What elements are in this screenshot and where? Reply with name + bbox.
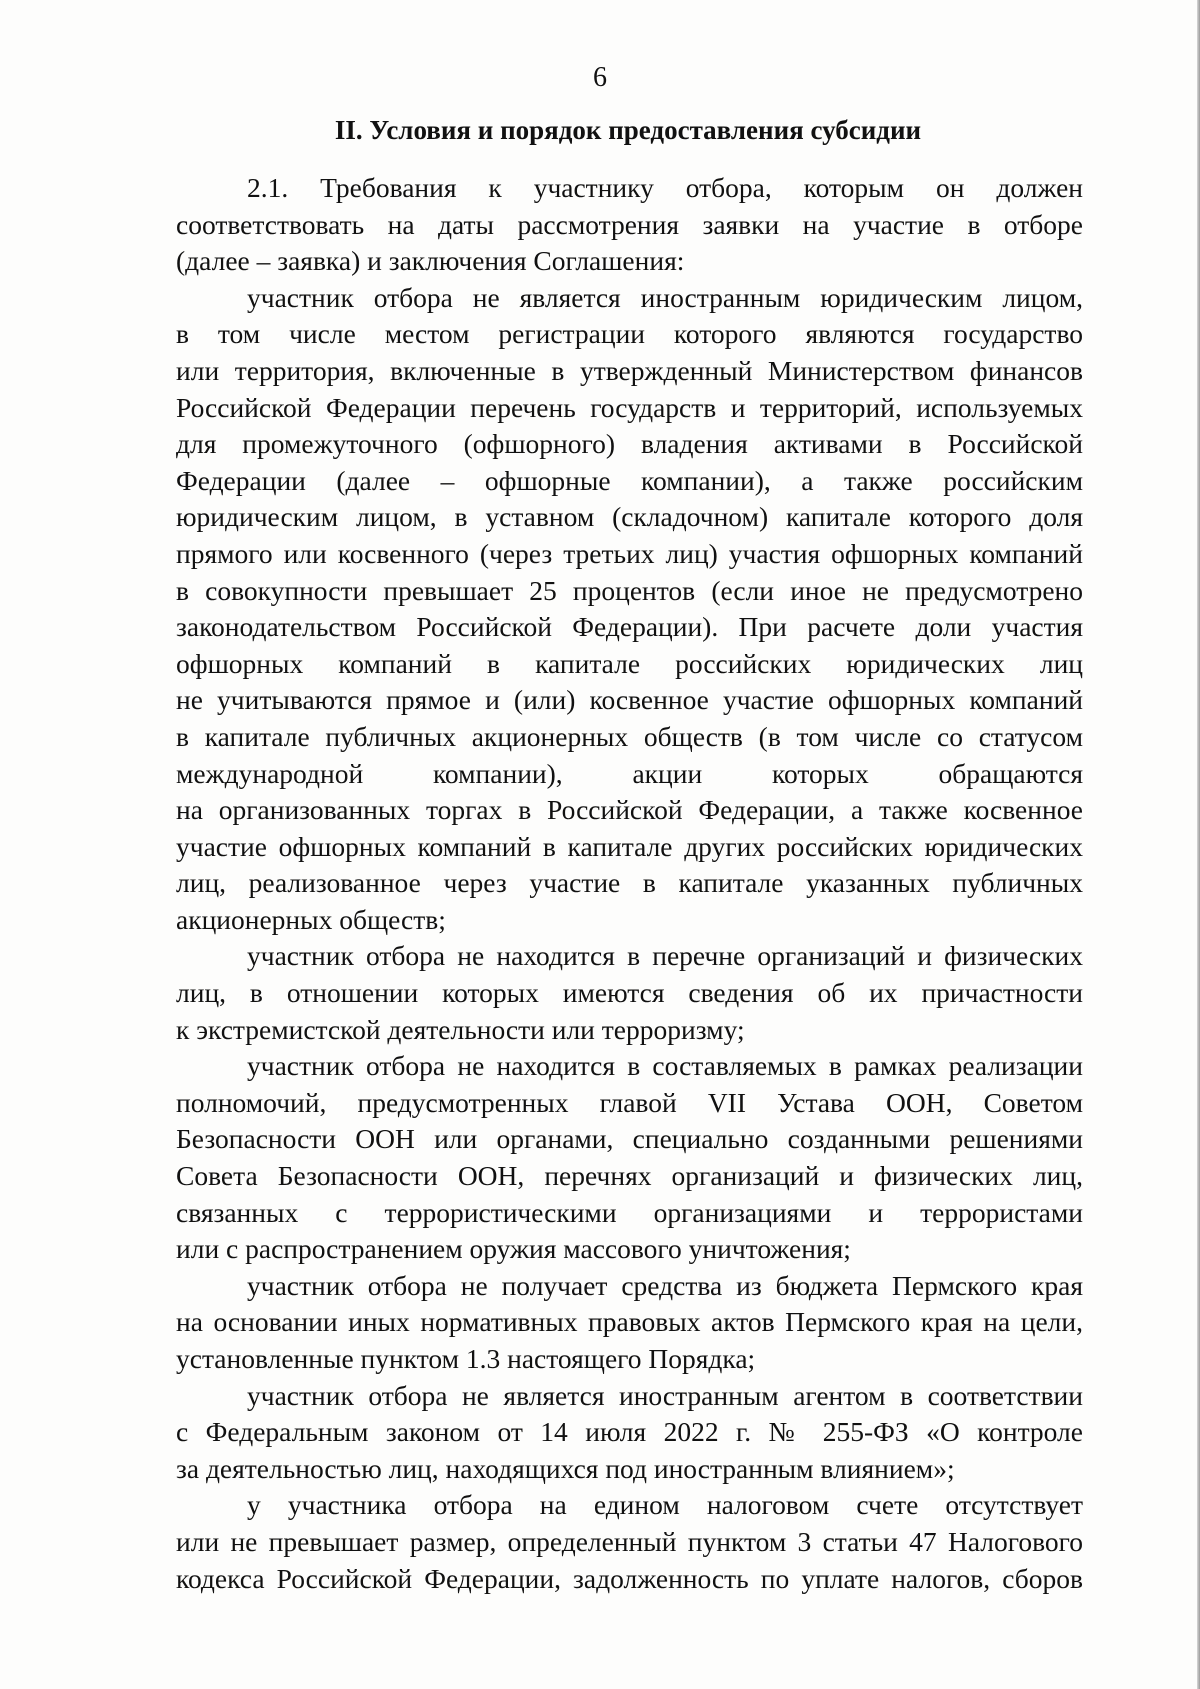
text-line: акционерных обществ; (176, 903, 446, 935)
text-line: в совокупности превышает 25 процентов (если иное не предусмотрено (176, 574, 1083, 606)
text-line: соответствовать на даты рассмотрения заявки на участие в отборе (176, 208, 1083, 240)
section-title: II. Условия и порядок предоставления субсидии (334, 115, 922, 145)
paragraph (176, 938, 1083, 1048)
text-line: участник отбора не является иностранным юридическим лицом, (247, 281, 1083, 313)
text-line: участник отбора не является иностранным агентом в соответствии (247, 1379, 1083, 1411)
text-line: у участника отбора на едином налоговом счете отсутствует (247, 1489, 1083, 1521)
text-line: за деятельностью лиц, находящихся под иностранным влиянием»; (176, 1452, 955, 1484)
text-line: законодательством Российской Федерации). При расчете доли участия (176, 611, 1083, 643)
paragraph (176, 280, 1083, 939)
paragraph (176, 1487, 1083, 1597)
paragraph (176, 170, 1083, 280)
text-line: с Федеральным законом от 14 июля 2022 г. № 255-ФЗ «О контроле (176, 1416, 1083, 1448)
text-line: Российской Федерации перечень государств и территорий, используемых (176, 391, 1083, 423)
text-line: Совета Безопасности ООН, перечнях организаций и физических лиц, (176, 1160, 1083, 1192)
text-line: участник отбора не получает средства из бюджета Пермского края (247, 1269, 1083, 1301)
text-line: (далее – заявка) и заключения Соглашения: (176, 245, 685, 277)
text-line: участник отбора не находится в перечне организаций и физических (247, 940, 1083, 972)
text-line: лиц, реализованное через участие в капитале указанных публичных (176, 867, 1083, 899)
text-line: прямого или косвенного (через третьих лиц) участия офшорных компаний (176, 537, 1083, 569)
text-line: международной компании), акции которых обращаются (176, 757, 1083, 789)
text-line: полномочий, предусмотренных главой VII Устава ООН, Советом (176, 1086, 1083, 1118)
text-line: на организованных торгах в Российской Федерации, а также косвенное (176, 794, 1083, 826)
text-line: участник отбора не находится в составляемых в рамках реализации (247, 1050, 1083, 1082)
text-line: к экстремистской деятельности или терроризму; (176, 1013, 745, 1045)
text-line: связанных с террористическими организациями и террористами (176, 1196, 1083, 1228)
text-line: или территория, включенные в утвержденный Министерством финансов (176, 354, 1083, 386)
text-line: или не превышает размер, определенный пунктом 3 статьи 47 Налогового (176, 1525, 1083, 1557)
text-line: на основании иных нормативных правовых актов Пермского края на цели, (176, 1306, 1083, 1338)
text-line: кодекса Российской Федерации, задолженность по уплате налогов, сборов (176, 1562, 1083, 1594)
text-line: Федерации (далее – офшорные компании), а также российским (176, 464, 1083, 496)
document-body (176, 170, 1083, 1597)
text-line: Безопасности ООН или органами, специально созданными решениями (176, 1123, 1083, 1155)
text-line: лиц, в отношении которых имеются сведения об их причастности (176, 977, 1083, 1009)
text-line: участие офшорных компаний в капитале других российских юридических (176, 830, 1083, 862)
text-line: юридическим лицом, в уставном (складочном) капитале которого доля (176, 501, 1083, 533)
text-line: в капитале публичных акционерных обществ (в том числе со статусом (176, 720, 1083, 752)
paragraph (176, 1268, 1083, 1378)
page-number: 6 (593, 62, 607, 93)
text-line: или с распространением оружия массового уничтожения; (176, 1233, 851, 1265)
paragraph (176, 1378, 1083, 1488)
text-line: в том числе местом регистрации которого являются государство (176, 318, 1083, 350)
text-line: офшорных компаний в капитале российских юридических лиц (176, 647, 1083, 679)
text-line: для промежуточного (офшорного) владения активами в Российской (176, 428, 1083, 460)
paragraph (176, 1048, 1083, 1268)
text-line: не учитываются прямое и (или) косвенное участие офшорных компаний (176, 684, 1083, 716)
text-line: установленные пунктом 1.3 настоящего Порядка; (176, 1343, 756, 1374)
text-line: 2.1. Требования к участнику отбора, которым он должен (247, 172, 1083, 203)
